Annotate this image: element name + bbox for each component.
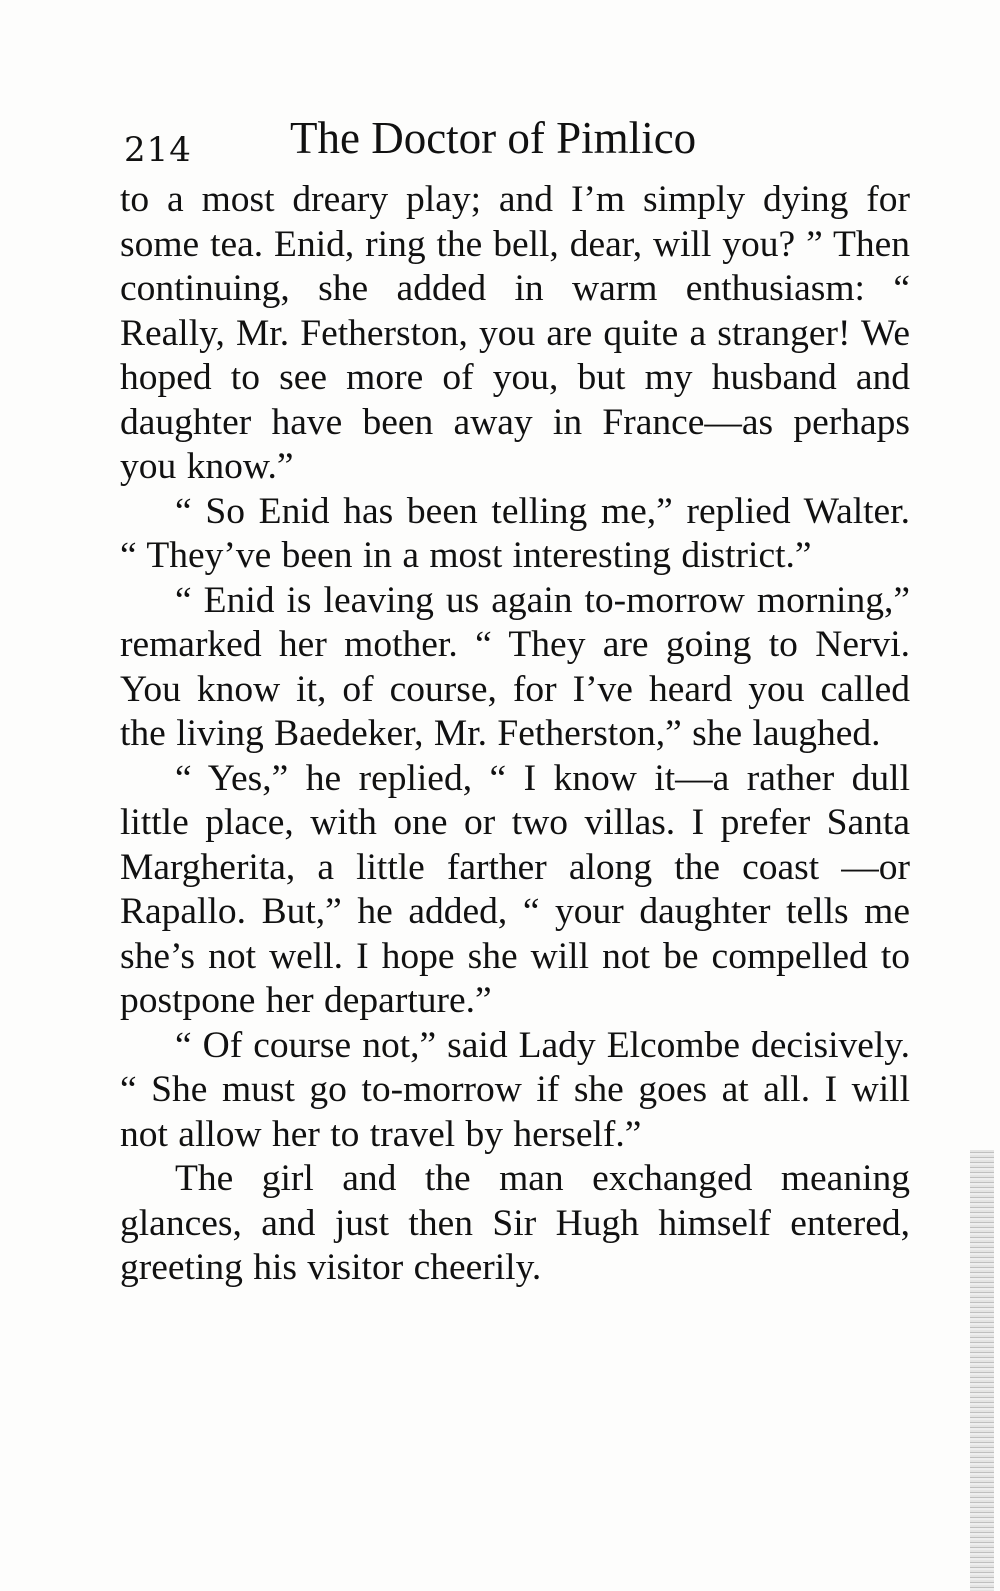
page-edge-shadow [970,1150,994,1591]
running-title: The Doctor of Pimlico [290,113,697,163]
body-text [120,178,910,1291]
page-number: 214 [124,130,192,170]
paragraph: “ Yes,” he replied, “ I know it—a rather dull little place, with one or two villas. I prefer Santa Margherita, a little farther along the coast —or Rapallo. But,” he added, “ your daughter tells me she’s not well. I hope she will not be compelled to postpone her departure.” [120,757,910,1021]
paragraph: to a most dreary play; and I’m simply dying for some tea. Enid, ring the bell, dear, will you? ” Then continuing, she added in warm enthusiasm: “ Really, Mr. Fetherston, you are quite a stranger! We hoped to see more of you, but my husband and daughter have been away in France—as perhaps you know.” [120,179,910,487]
paragraph: “ So Enid has been telling me,” replied Walter. “ They’ve been in a most interesting district.” [120,490,910,576]
page-header [124,112,914,174]
paragraph: “ Of course not,” said Lady Elcombe decisively. “ She must go to-morrow if she goes at all. I will not allow her to travel by herself.” [120,1024,910,1155]
paragraph: “ Enid is leaving us again to-morrow morning,” remarked her mother. “ They are going to Nervi. You know it, of course, for I’ve heard you called the living Baedeker, Mr. Fetherston,” she laughed. [120,579,910,754]
paragraph: The girl and the man exchanged meaning glances, and just then Sir Hugh himself entered, greeting his visitor cheerily. [120,1158,910,1288]
